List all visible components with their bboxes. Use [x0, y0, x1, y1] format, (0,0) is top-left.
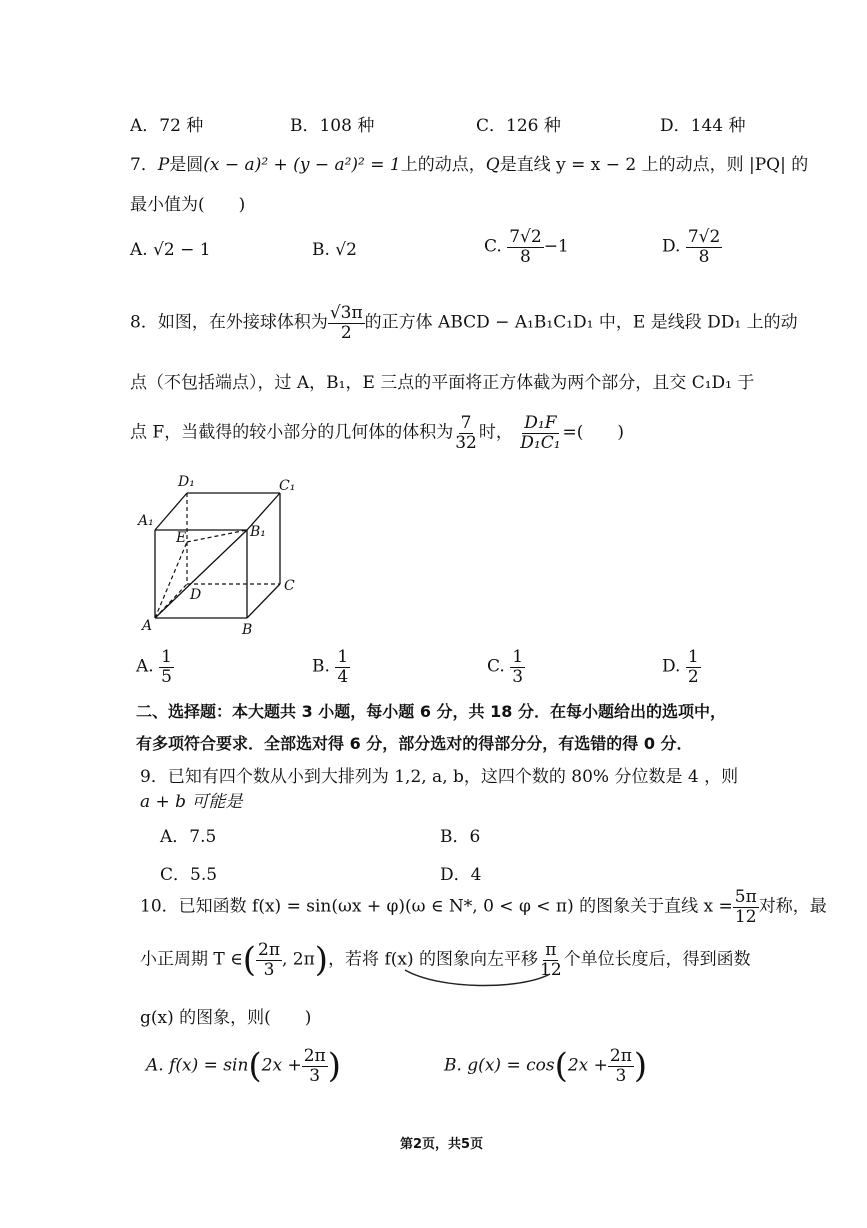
section2-line2: 有多项符合要求．全部选对得 6 分，部分选对的得部分分，有选错的得 0 分． — [136, 734, 693, 753]
q8-a-label: A. — [136, 656, 154, 677]
label-c: C — [284, 578, 295, 594]
q10-line1-post: 对称，最 — [758, 896, 827, 917]
q8-option-a — [136, 648, 174, 686]
q8-c-frac — [510, 648, 525, 686]
q9-option-d: D．4 — [440, 865, 482, 885]
label-e: E — [176, 530, 187, 546]
q8-b-den: 4 — [337, 666, 349, 687]
q7-d-label: D. — [662, 236, 681, 257]
q8-a-den: 5 — [161, 666, 172, 687]
q8-d-frac — [686, 648, 701, 686]
q8-v-frac — [453, 414, 479, 452]
q8-d-label: D. — [662, 656, 681, 677]
q8-line3 — [130, 414, 624, 452]
section2-line1: 二、选择题：本大题共 3 小题，每小题 6 分，共 18 分．在每小题给出的选项中， — [136, 702, 726, 721]
q10-a-frac — [302, 1047, 328, 1085]
segment-ab1 — [155, 530, 247, 618]
q6-option-d: D．144 种 — [660, 116, 746, 136]
segment-eb1-hidden — [187, 530, 247, 542]
q8-b-label: B. — [312, 656, 330, 677]
label-c1: C₁ — [279, 478, 296, 494]
q10-line2: 小正周期 T ∈( $\frac{2\pi}{3}$ , 2π)，若将 f(x) 的图象向左平移 $\frac{\pi}{12}$ 个单位长度后，得到函数 — [140, 939, 751, 980]
q7-c-den: 8 — [520, 246, 531, 267]
q7-p: P — [157, 155, 170, 175]
q6-option-a: A．72 种 — [130, 116, 204, 136]
q10-line1 — [140, 888, 827, 926]
q8-vol-num: √3π — [329, 303, 363, 323]
label-d1: D₁ — [178, 474, 195, 490]
q9-line2: a + b 可能是 — [140, 792, 243, 812]
q8-c-den: 3 — [512, 666, 524, 687]
q8-line1-post: 的正方体 ABCD − A₁B₁C₁D₁ 中，E 是线段 DD₁ 上的动 — [364, 312, 798, 333]
q8-d-num: 1 — [687, 647, 699, 667]
q10-line3: g(x) 的图象，则( ) — [140, 1008, 312, 1028]
edge-ad-hidden — [155, 584, 187, 618]
edge-a1d1 — [155, 493, 187, 530]
q10-a-pre: A. f(x) = sin — [146, 1055, 249, 1076]
q8-ratio-frac — [518, 414, 562, 452]
q7-d-den: 8 — [698, 246, 710, 267]
q7-stem-line2: 最小值为( ) — [130, 195, 246, 215]
segment-ae-hidden — [155, 542, 187, 618]
q7-circle-text: 是圆 — [169, 155, 204, 175]
q9-option-c: C．5.5 — [160, 865, 218, 885]
q7-q: Q — [485, 155, 500, 175]
q8-option-d — [662, 648, 701, 686]
q10-b-pre: B. g(x) = cos — [444, 1055, 555, 1076]
label-b1: B₁ — [250, 524, 266, 540]
q10-line2-tail: 个单位长度后，得到函数 — [563, 949, 751, 970]
q8-a-num: 1 — [161, 647, 172, 667]
q7-d-num: 7√2 — [687, 227, 721, 247]
q8-line1-pre: 8．如图，在外接球体积为 — [130, 312, 328, 333]
page-footer: 第2页，共5页 — [400, 1137, 484, 1152]
q10-sym-den: 12 — [734, 906, 757, 927]
q6-option-b: B．108 种 — [290, 116, 375, 136]
q7-circle-eq: (x − a)² + (y − a²)² = 1 — [203, 155, 401, 175]
q10-sym-frac — [733, 888, 759, 926]
edge-bc — [247, 584, 280, 618]
q9-option-a: A．7.5 — [160, 827, 217, 847]
q7-c-label: C. — [484, 236, 502, 257]
q8-vol-frac — [328, 304, 365, 342]
q10-shift-num: π — [545, 939, 557, 960]
cube-figure — [120, 470, 320, 640]
q7-option-a: A. √2 − 1 — [130, 240, 211, 260]
q7-option-c — [484, 228, 569, 266]
q7-c-tail: −1 — [543, 236, 569, 257]
q7-number: 7． — [130, 155, 158, 175]
q10-line1-pre: 10．已知函数 f(x) = sin(ωx + φ)(ω ∈ N*, 0 < φ < π) 的图象关于直线 x = — [140, 896, 733, 917]
q10-line2-pre: 小正周期 T ∈ — [140, 949, 243, 970]
label-b: B — [242, 622, 253, 638]
q6-option-c: C．126 种 — [476, 116, 561, 136]
label-a: A — [142, 618, 153, 634]
q10-shift-den: 12 — [540, 959, 562, 980]
q10-sym-num: 5π — [734, 887, 757, 907]
q8-b-frac — [335, 648, 350, 686]
q10-b-den: 3 — [615, 1065, 627, 1086]
q10-t-den: 3 — [263, 959, 275, 980]
q8-line2: 点（不包括端点），过 A，B₁，E 三点的平面将正方体截为两个部分，且交 C₁D₁ 于 — [130, 373, 755, 393]
q8-r-num: D₁F — [524, 413, 557, 433]
q7-mid: 上的动点， — [400, 155, 486, 175]
q8-d-den: 2 — [687, 666, 699, 687]
q10-line2-mid: , 2π — [282, 949, 315, 970]
q8-line3-pre: 点 F，当截得的较小部分的几何体的体积为 — [130, 422, 454, 443]
q10-t-num: 2π — [258, 939, 280, 960]
q10-b-num: 2π — [609, 1045, 632, 1066]
q8-c-label: C. — [487, 656, 505, 677]
q8-line3-post: =( ) — [562, 422, 625, 443]
q8-option-b — [312, 648, 350, 686]
q9-option-b: B．6 — [440, 827, 481, 847]
label-d: D — [190, 587, 202, 603]
q10-a-num: 2π — [303, 1045, 326, 1066]
q10-b-in: 2x + — [567, 1055, 608, 1076]
q7-c-frac — [507, 228, 543, 266]
q10-option-a: A. f(x) = sin(2x + $\frac{2\pi}{3}$ ) — [146, 1045, 341, 1086]
q10-option-b: B. g(x) = cos(2x + $\frac{2\pi}{3}$ ) — [444, 1045, 648, 1086]
handwritten-underline — [400, 960, 600, 990]
q8-r-den: D₁C₁ — [520, 432, 561, 453]
q7-stem-line1 — [130, 150, 808, 175]
label-a1: A₁ — [138, 513, 154, 529]
q8-line1 — [130, 304, 798, 342]
q9-line1: 9．已知有四个数从小到大排列为 1,2, a, b，这四个数的 80% 分位数是 4 ，则 — [140, 767, 739, 787]
q7-option-d — [662, 228, 722, 266]
q10-a-den: 3 — [309, 1065, 321, 1086]
q10-a-in: 2x + — [261, 1055, 302, 1076]
q8-option-c — [487, 648, 525, 686]
q7-line-text: 是直线 y = x − 2 上的动点，则 |PQ| 的 — [499, 155, 809, 175]
q10-t-frac — [256, 941, 282, 979]
q7-option-b: B. √2 — [312, 240, 357, 260]
q8-line3-mid: 时， — [478, 422, 513, 443]
q8-b-num: 1 — [337, 647, 349, 667]
q8-vol-den: 2 — [340, 322, 352, 343]
q7-d-frac — [686, 228, 722, 266]
q10-line2-post: ，若将 f(x) 的图象向左平移 — [328, 949, 539, 970]
q8-v-num: 7 — [460, 413, 472, 433]
q10-b-frac — [608, 1047, 634, 1085]
q8-a-frac — [159, 648, 174, 686]
q8-v-den: 32 — [455, 432, 477, 453]
q7-c-num: 7√2 — [509, 227, 542, 247]
q8-c-num: 1 — [512, 647, 524, 667]
